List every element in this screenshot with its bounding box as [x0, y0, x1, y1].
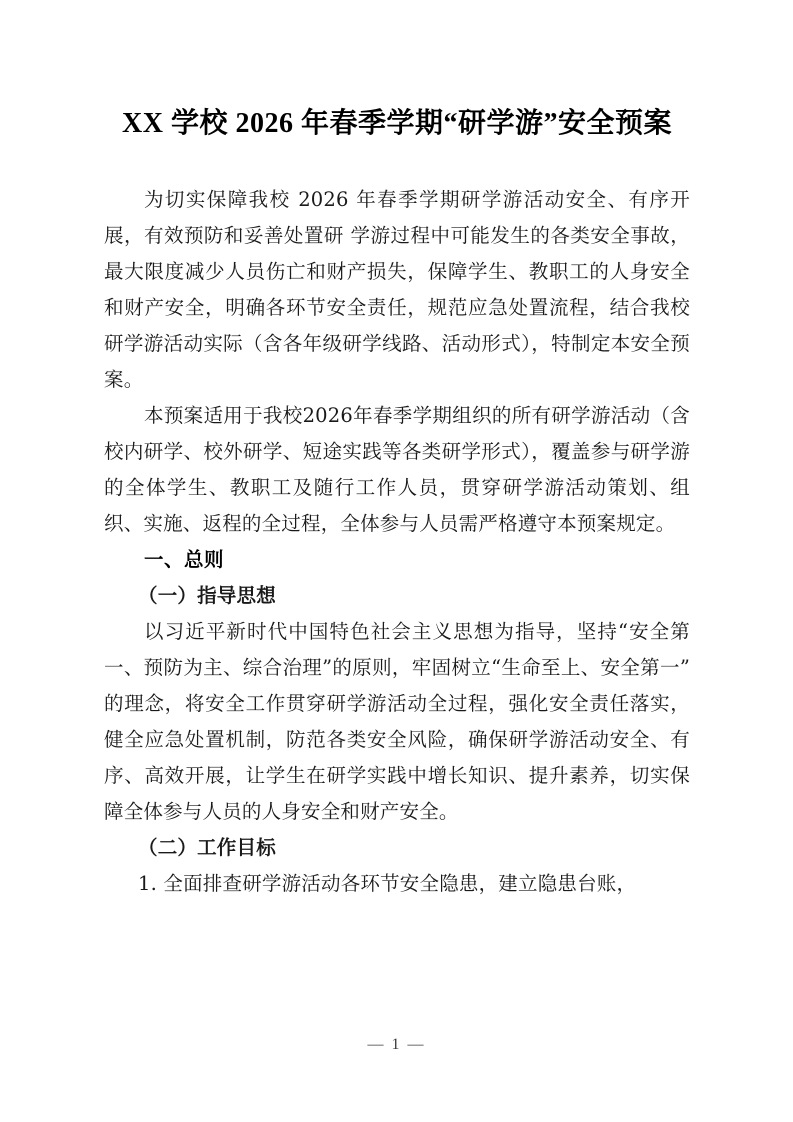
subsection-heading-guiding-ideology: （一）指导思想	[138, 584, 276, 607]
list-item: 1. 全面排查研学游活动各环节安全隐患，建立隐患台账，	[138, 872, 637, 895]
section-heading-general-principles: 一、总则	[144, 548, 225, 571]
paragraph-guiding-ideology: 以习近平新时代中国特色社会主义思想为指导，坚持“安全第一、预防为主、综合治理”的原则，牢固树立“生命至上、安全第一”的理念，将安全工作贯穿研学游活动全过程，强化安全责任落实，健全应急处置机制，防范各类安全风险，确保研学游活动安全、有序、高效开展，让学生在研学实践中增长知识、提升素养，切实保障全体参与人员的人身安全和财产安全。	[104, 620, 690, 823]
paragraph-scope: 本预案适用于我校2026年春季学期组织的所有研学游活动（含校内研学、校外研学、短途实践等各类研学形式），覆盖参与研学游的全体学生、教职工及随行工作人员，贯穿研学游活动策划、组织、实施、返程的全过程，全体参与人员需严格遵守本预案规定。	[104, 404, 690, 535]
page-title: XX 学校 2026 年春季学期“研学游”安全预案	[122, 108, 672, 139]
subsection-heading-work-objectives: （二）工作目标	[138, 836, 276, 859]
document-content	[104, 0, 690, 902]
page-number-footer: — 1 —	[367, 1036, 426, 1053]
paragraph-purpose: 为切实保障我校 2026 年春季学期研学游活动安全、有序开展，有效预防和妥善处置研 学游过程中可能发生的各类安全事故，最大限度减少人员伤亡和财产损失，保障学生、教职工的人身安全和财产安全，明确各环节安全责任，规范应急处置流程，结合我校研学游活动实际（含各年级研学线路、活动形式），特制定本安全预案。	[104, 188, 690, 391]
